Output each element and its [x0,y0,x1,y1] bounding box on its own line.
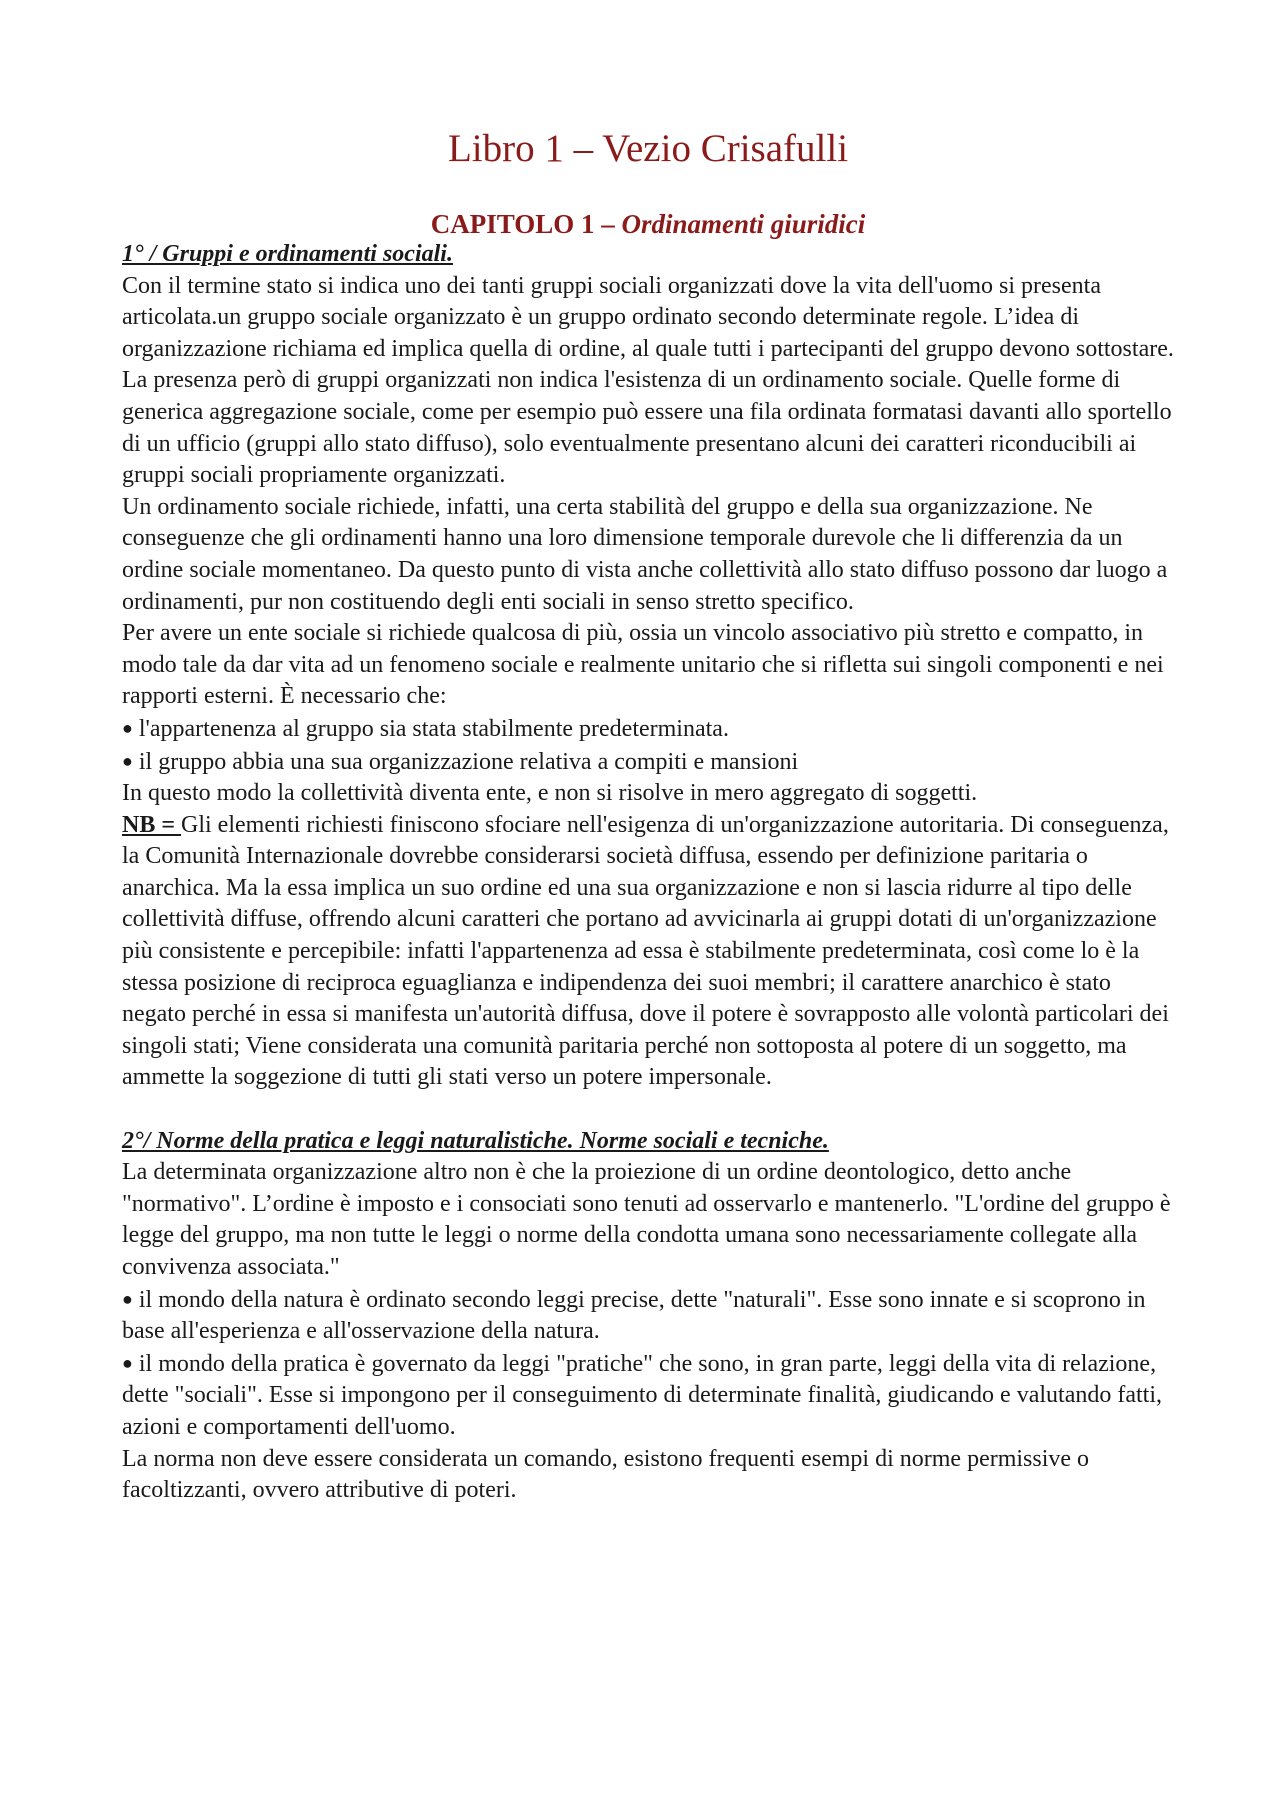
section-1-paragraph-4: In questo modo la collettività diventa ente, e non si risolve in mero aggregato di soggetti. [122,780,978,807]
section-1-nb-paragraph [122,810,1174,1094]
section-2-paragraph-1: La determinata organizzazione altro non è che la proiezione di un ordine deontologico, detto anche "normativo". L’ordine è imposto e i consociati sono tenuti ad osservarlo e mantenerlo. "L'ordine del gruppo è legge del gruppo, ma non tutte le leggi o norme della condotta umana sono necessariamente collegate alla convivenza associata." [122,1159,1171,1280]
section-2-bullet-1 [122,1284,1174,1348]
bullet-icon: ● [122,1288,133,1309]
bullet-icon: ● [122,750,133,771]
section-1-paragraph-2: Un ordinamento sociale richiede, infatti, una certa stabilità del gruppo e della sua organizzazione. Ne conseguenze che gli ordinamenti hanno una loro dimensione temporale durevole che li differenzia da un ordine sociale momentaneo. Da questo punto di vista anche collettività allo stato diffuso possono dar luogo a ordinamenti, pur non costituendo degli enti sociali in senso stretto specifico. [122,493,1168,615]
section-1-paragraph-3: Per avere un ente sociale si richiede qualcosa di più, ossia un vincolo associativo più stretto e compatto, in modo tale da dar vita ad un fenomeno sociale e realmente unitario che si rifletta sui singoli componenti e nei rapporti esterni. È necessario che: [122,620,1164,710]
section-2-bullet-2 [122,1348,1174,1444]
chapter-prefix: CAPITOLO 1 – [430,209,615,239]
section-1-heading: 1° / Gruppi e ordinamenti sociali. [122,241,453,267]
document-title: Libro 1 – Vezio Crisafulli [447,127,849,170]
bullet-text: il mondo della pratica è governato da leggi "pratiche" che sono, in gran parte, leggi della vita di relazione, dette "sociali". Esse si impongono per il conseguimento di determinate finalità, giudicando e valutando fatti, azioni e comportamenti dell'uomo. [122,1350,1162,1440]
chapter-heading [122,209,1174,239]
nb-label: NB = [122,811,182,838]
bullet-text: il gruppo abbia una sua organizzazione relativa a compiti e mansioni [138,748,799,775]
section-1-bullet-2 [122,746,1174,779]
document-page [122,0,1174,1507]
bullet-text: il mondo della natura è ordinato secondo leggi precise, dette "naturali". Esse sono innate e si scoprono in base all'esperienza e all'osservazione della natura. [122,1286,1146,1345]
section-1-paragraph-1: Con il termine stato si indica uno dei tanti gruppi sociali organizzati dove la vita dell'uomo si presenta articolata.un gruppo sociale organizzato è un gruppo ordinato secondo determinate regole. L’idea di organizzazione richiama ed implica quella di ordine, al quale tutti i partecipanti del gruppo devono sottostare. La presenza però di gruppi organizzati non indica l'esistenza di un ordinamento sociale. Quelle forme di generica aggregazione sociale, come per esempio può essere una fila ordinata formatasi davanti allo sportello di un ufficio (gruppi allo stato diffuso), solo eventualmente presentano alcuni dei caratteri riconducibili ai gruppi sociali propriamente organizzati. [122,272,1174,489]
section-1-bullet-1 [122,713,1174,746]
bullet-icon: ● [122,717,133,738]
nb-text: Gli elementi richiesti finiscono sfociare nell'esigenza di un'organizzazione autoritaria. Di conseguenza, la Comunità Internazionale dovrebbe considerarsi società diffusa, essendo per definizione paritaria o anarchica. Ma la essa implica un suo ordine ed una sua organizzazione e non si lascia ridurre al tipo delle collettività diffuse, offrendo alcuni caratteri che portano ad avvicinarla ai gruppi dotati di un'organizzazione più consistente e percepibile: infatti l'appartenenza ad essa è stabilmente predeterminata, così come lo è la stessa posizione di reciproca eguaglianza e indipendenza dei suoi membri; il carattere anarchico è stato negato perché in essa si manifesta un'autorità diffusa, dove il potere è sovrapposto alle volontà particolari dei singoli stati; Viene considerata una comunità paritaria perché non sottoposta al potere di un soggetto, ma ammette la soggezione di tutti gli stati verso un potere impersonale. [122,811,1169,1091]
bullet-icon: ● [122,1352,133,1373]
bullet-text: l'appartenenza al gruppo sia stata stabilmente predeterminata. [138,715,729,742]
section-2-heading: 2°/ Norme della pratica e leggi naturalistiche. Norme sociali e tecniche. [122,1127,829,1154]
chapter-subtitle: Ordinamenti giuridici [621,209,866,239]
section-2-paragraph-2: La norma non deve essere considerata un comando, esistono frequenti esempi di norme permissive o facoltizzanti, ovvero attributive di poteri. [122,1445,1090,1504]
